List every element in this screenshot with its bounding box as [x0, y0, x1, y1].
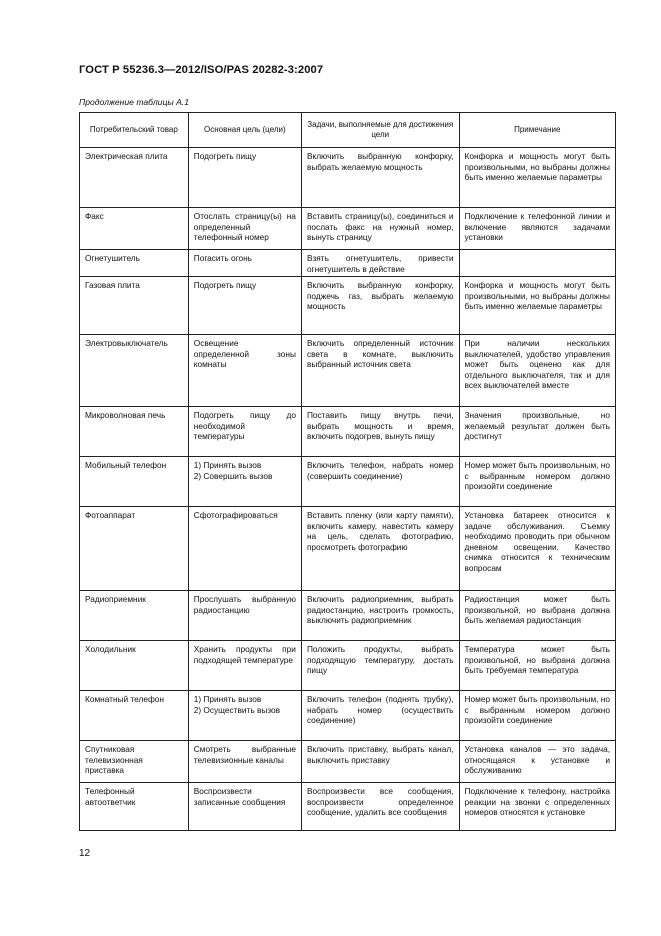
document-header: ГОСТ Р 55236.3—2012/ISO/PAS 20282-3:2007 [79, 64, 324, 76]
tasks-cell: Поставить пищу внутрь печи, выбрать мощность и время, включить подогрев, вынуть пищу [301, 407, 459, 457]
tasks-cell: Воспроизвести все сообщения, воспроизвести определенное сообщение, удалить все сообщения [301, 783, 459, 831]
note-cell: Конфорка и мощность могут быть произвольными, но выбраны должны быть именно желаемые параметры [459, 277, 615, 335]
tasks-cell: Включить радиоприемник, выбрать радиостанцию, настроить громкость, выключить радиоприемник [301, 591, 459, 641]
column-header-tasks: Задачи, выполняемые для достижения цели [301, 113, 459, 148]
note-cell: Подключение к телефону, настройка реакции на звонки с определенных номеров относятся к установке [459, 783, 615, 831]
goal-cell: Подогреть пищу [188, 148, 301, 208]
note-cell: Номер может быть произвольным, но с выбранным номером должно произойти соединение [459, 691, 615, 741]
goal-cell: 1) Принять вызов 2) Совершить вызов [188, 457, 301, 507]
tasks-cell: Включить приставку, выбрать канал, выключить приставку [301, 741, 459, 783]
tasks-cell: Включить выбранную конфорку, поджечь газ, выбрать желаемую мощность [301, 277, 459, 335]
table-row [80, 335, 616, 407]
table-body [80, 148, 616, 831]
goal-cell: Подогреть пищу [188, 277, 301, 335]
goal-cell: Прослушать выбранную радиостанцию [188, 591, 301, 641]
table-header-row [80, 113, 616, 148]
note-cell [459, 250, 615, 277]
note-cell: Установка каналов — это задача, относящаяся к установке и обслуживанию [459, 741, 615, 783]
goal-cell: Сфотографироваться [188, 507, 301, 591]
product-cell: Микроволновая печь [80, 407, 189, 457]
product-cell: Телефонный автоответчик [80, 783, 189, 831]
goal-cell: Воспроизвести записанные сообщения [188, 783, 301, 831]
product-cell: Комнатный телефон [80, 691, 189, 741]
note-cell: Значения произвольные, но желаемый результат должен быть достигнут [459, 407, 615, 457]
product-cell: Электровыключатель [80, 335, 189, 407]
product-cell: Фотоаппарат [80, 507, 189, 591]
table-row [80, 407, 616, 457]
tasks-cell: Вставить страницу(ы), соединиться и послать факс на нужный номер, вынуть страницу [301, 208, 459, 250]
column-header-note: Примечание [459, 113, 615, 148]
table-row [80, 741, 616, 783]
table-row [80, 783, 616, 831]
note-cell: Номер может быть произвольным, но с выбранным номером должно произойти соединение [459, 457, 615, 507]
product-cell: Факс [80, 208, 189, 250]
products-table [79, 112, 616, 831]
goal-cell: Отослать страницу(ы) на определенный телефонный номер [188, 208, 301, 250]
goal-cell: 1) Принять вызов 2) Осуществить вызов [188, 691, 301, 741]
note-cell: Подключение к телефонной линии и включение являются задачами установки [459, 208, 615, 250]
tasks-cell: Вставить пленку (или карту памяти), включить камеру, навестить камеру на цель, сделать фотографию, просмотреть фотографию [301, 507, 459, 591]
tasks-cell: Включить выбранную конфорку, выбрать желаемую мощность [301, 148, 459, 208]
column-header-goal: Основная цель (цели) [188, 113, 301, 148]
product-cell: Холодильник [80, 641, 189, 691]
note-cell: Конфорка и мощность могут быть произвольными, но выбраны должны быть именно желаемые параметры [459, 148, 615, 208]
tasks-cell: Включить телефон (поднять трубку), набрать номер (осуществить соединение) [301, 691, 459, 741]
tasks-cell: Включить определенный источник света в комнате, выключить выбранный источник света [301, 335, 459, 407]
goal-cell: Хранить продукты при подходящей температуре [188, 641, 301, 691]
column-header-product: Потребительский товар [80, 113, 189, 148]
tasks-cell: Положить продукты, выбрать подходящую температуру, достать пищу [301, 641, 459, 691]
page-number: 12 [79, 848, 91, 859]
table-row [80, 457, 616, 507]
note-cell: Радиостанция может быть произвольной, но выбрана должна быть желаемая радиостанция [459, 591, 615, 641]
product-cell: Радиоприемник [80, 591, 189, 641]
table-row [80, 591, 616, 641]
note-cell: При наличии нескольких выключателей, удобство управления может быть оценено как для отдельного выключателя, так и для всех выключателей вместе [459, 335, 615, 407]
table-row [80, 507, 616, 591]
table-caption: Продолжение таблицы А.1 [79, 97, 189, 107]
table-row [80, 208, 616, 250]
table-row [80, 691, 616, 741]
table-row [80, 641, 616, 691]
tasks-cell: Взять огнетушитель, привести огнетушитель в действие [301, 250, 459, 277]
note-cell: Установка батареек относится к задаче обслуживания. Съемку необходимо проводить при обычном дневном освещении. Качество снимка относится к техническим вопросам [459, 507, 615, 591]
product-cell: Электрическая плита [80, 148, 189, 208]
goal-cell: Погасить огонь [188, 250, 301, 277]
tasks-cell: Включить телефон, набрать номер (совершить соединение) [301, 457, 459, 507]
goal-cell: Освещение определенной зоны комнаты [188, 335, 301, 407]
product-cell: Мобильный телефон [80, 457, 189, 507]
note-cell: Температура может быть произвольной, но выбрана должна быть требуемая температура [459, 641, 615, 691]
table-row [80, 250, 616, 277]
table-row [80, 277, 616, 335]
goal-cell: Смотреть выбранные телевизионные каналы [188, 741, 301, 783]
product-cell: Огнетушитель [80, 250, 189, 277]
table-row [80, 148, 616, 208]
goal-cell: Подогреть пищу до необходимой температуры [188, 407, 301, 457]
product-cell: Газовая плита [80, 277, 189, 335]
product-cell: Спутниковая телевизионная приставка [80, 741, 189, 783]
